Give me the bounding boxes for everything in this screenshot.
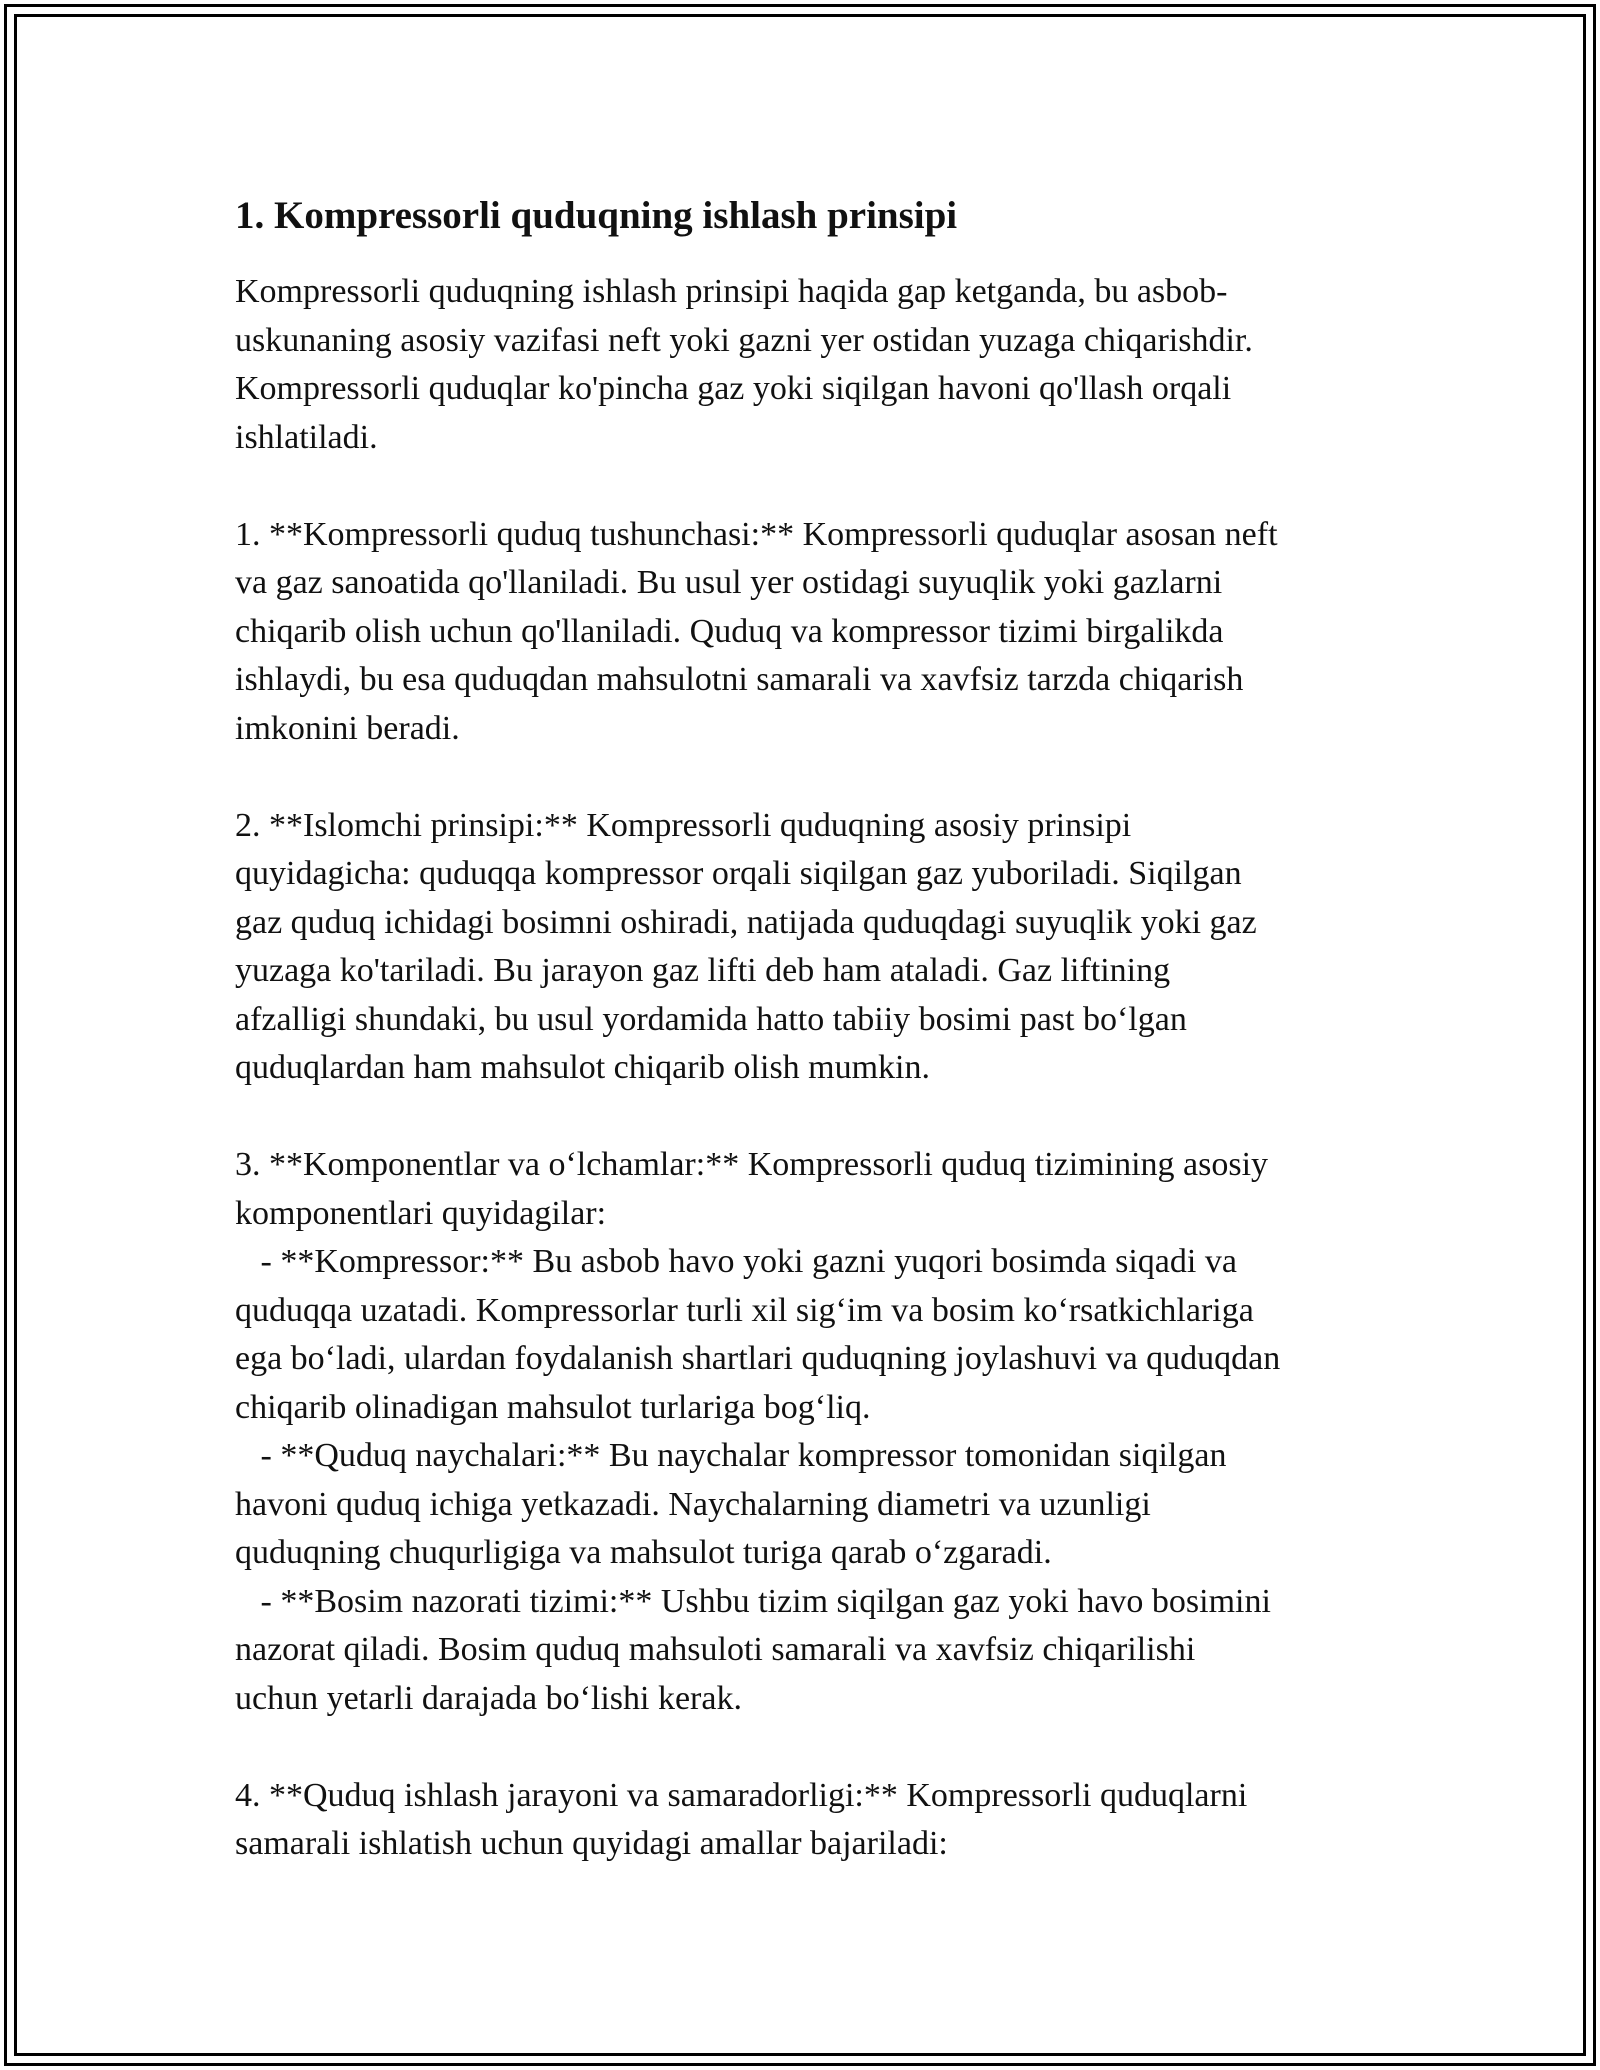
section-4-paragraph: 4. **Quduq ishlash jarayoni va samaradorligi:** Kompressorli quduqlarni samarali ishlatish uchun quyidagi amallar bajariladi: bbox=[235, 1776, 1248, 1862]
section-2-paragraph: 2. **Islomchi prinsipi:** Kompressorli quduqning asosiy prinsipi quyidagicha: quduqqa kompressor orqali siqilgan gaz yuboriladi. Siqilgan gaz quduq ichidagi bosimni oshiradi, natijada quduqdagi suyuqlik yoki gaz yuzaga ko'tariladi. Bu jarayon gaz lifti deb ham ataladi. Gaz liftining afzalligi shundaki, bu usul yordamida hatto tabiiy bosimi past bo‘lgan quduqlardan ham mahsulot chiqarib olish mumkin. bbox=[235, 806, 1257, 1086]
intro-paragraph: Kompressorli quduqning ishlash prinsipi haqida gap ketganda, bu asbob- uskunaning asosiy vazifasi neft yoki gazni yer ostidan yuzaga chiqarishdir. Kompressorli quduqlar ko'pincha gaz yoki siqilgan havoni qo'llash orqali ishlatiladi. bbox=[235, 273, 1253, 456]
paragraph-gap bbox=[235, 1723, 1385, 1772]
section-heading: 1. Kompressorli quduqning ishlash prinsipi bbox=[235, 194, 958, 237]
paragraph-gap bbox=[235, 753, 1385, 802]
section-3-paragraph: 3. **Komponentlar va o‘lchamlar:** Kompressorli quduq tizimining asosiy komponentlari quyidagilar: - **Kompressor:** Bu asbob havo yoki gazni yuqori bosimda siqadi va quduqqa uzatadi. Kompressorlar turli xil sig‘im va bosim ko‘rsatkichlariga ega bo‘ladi, ulardan foydalanish shartlari quduqning joylashuvi va quduqdan chiqarib olinadigan mahsulot turlariga bog‘liq. - **Quduq naychalari:** Bu naychalar kompressor tomonidan siqilgan havoni quduq ichiga yetkazadi. Naychalarning diametri va uzunligi quduqning chuqurligiga va mahsulot turiga qarab o‘zgaradi. - **Bosim nazorati tizimi:** Ushbu tizim siqilgan gaz yoki havo bosimini nazorat qiladi. Bosim quduq mahsuloti samarali va xavfsiz chiqarilishi uchun yetarli darajada bo‘lishi kerak. bbox=[235, 1146, 1281, 1717]
section-1-paragraph: 1. **Kompressorli quduq tushunchasi:** Kompressorli quduqlar asosan neft va gaz sanoatida qo'llaniladi. Bu usul yer ostidagi suyuqlik yoki gazlarni chiqarib olish uchun qo'llaniladi. Quduq va kompressor tizimi birgalikda ishlaydi, bu esa quduqdan mahsulotni samarali va xavfsiz tarzda chiqarish imkonini beradi. bbox=[235, 515, 1278, 747]
paragraph-gap bbox=[235, 1093, 1385, 1142]
document-page bbox=[235, 188, 1385, 1869]
paragraph-gap bbox=[235, 462, 1385, 511]
